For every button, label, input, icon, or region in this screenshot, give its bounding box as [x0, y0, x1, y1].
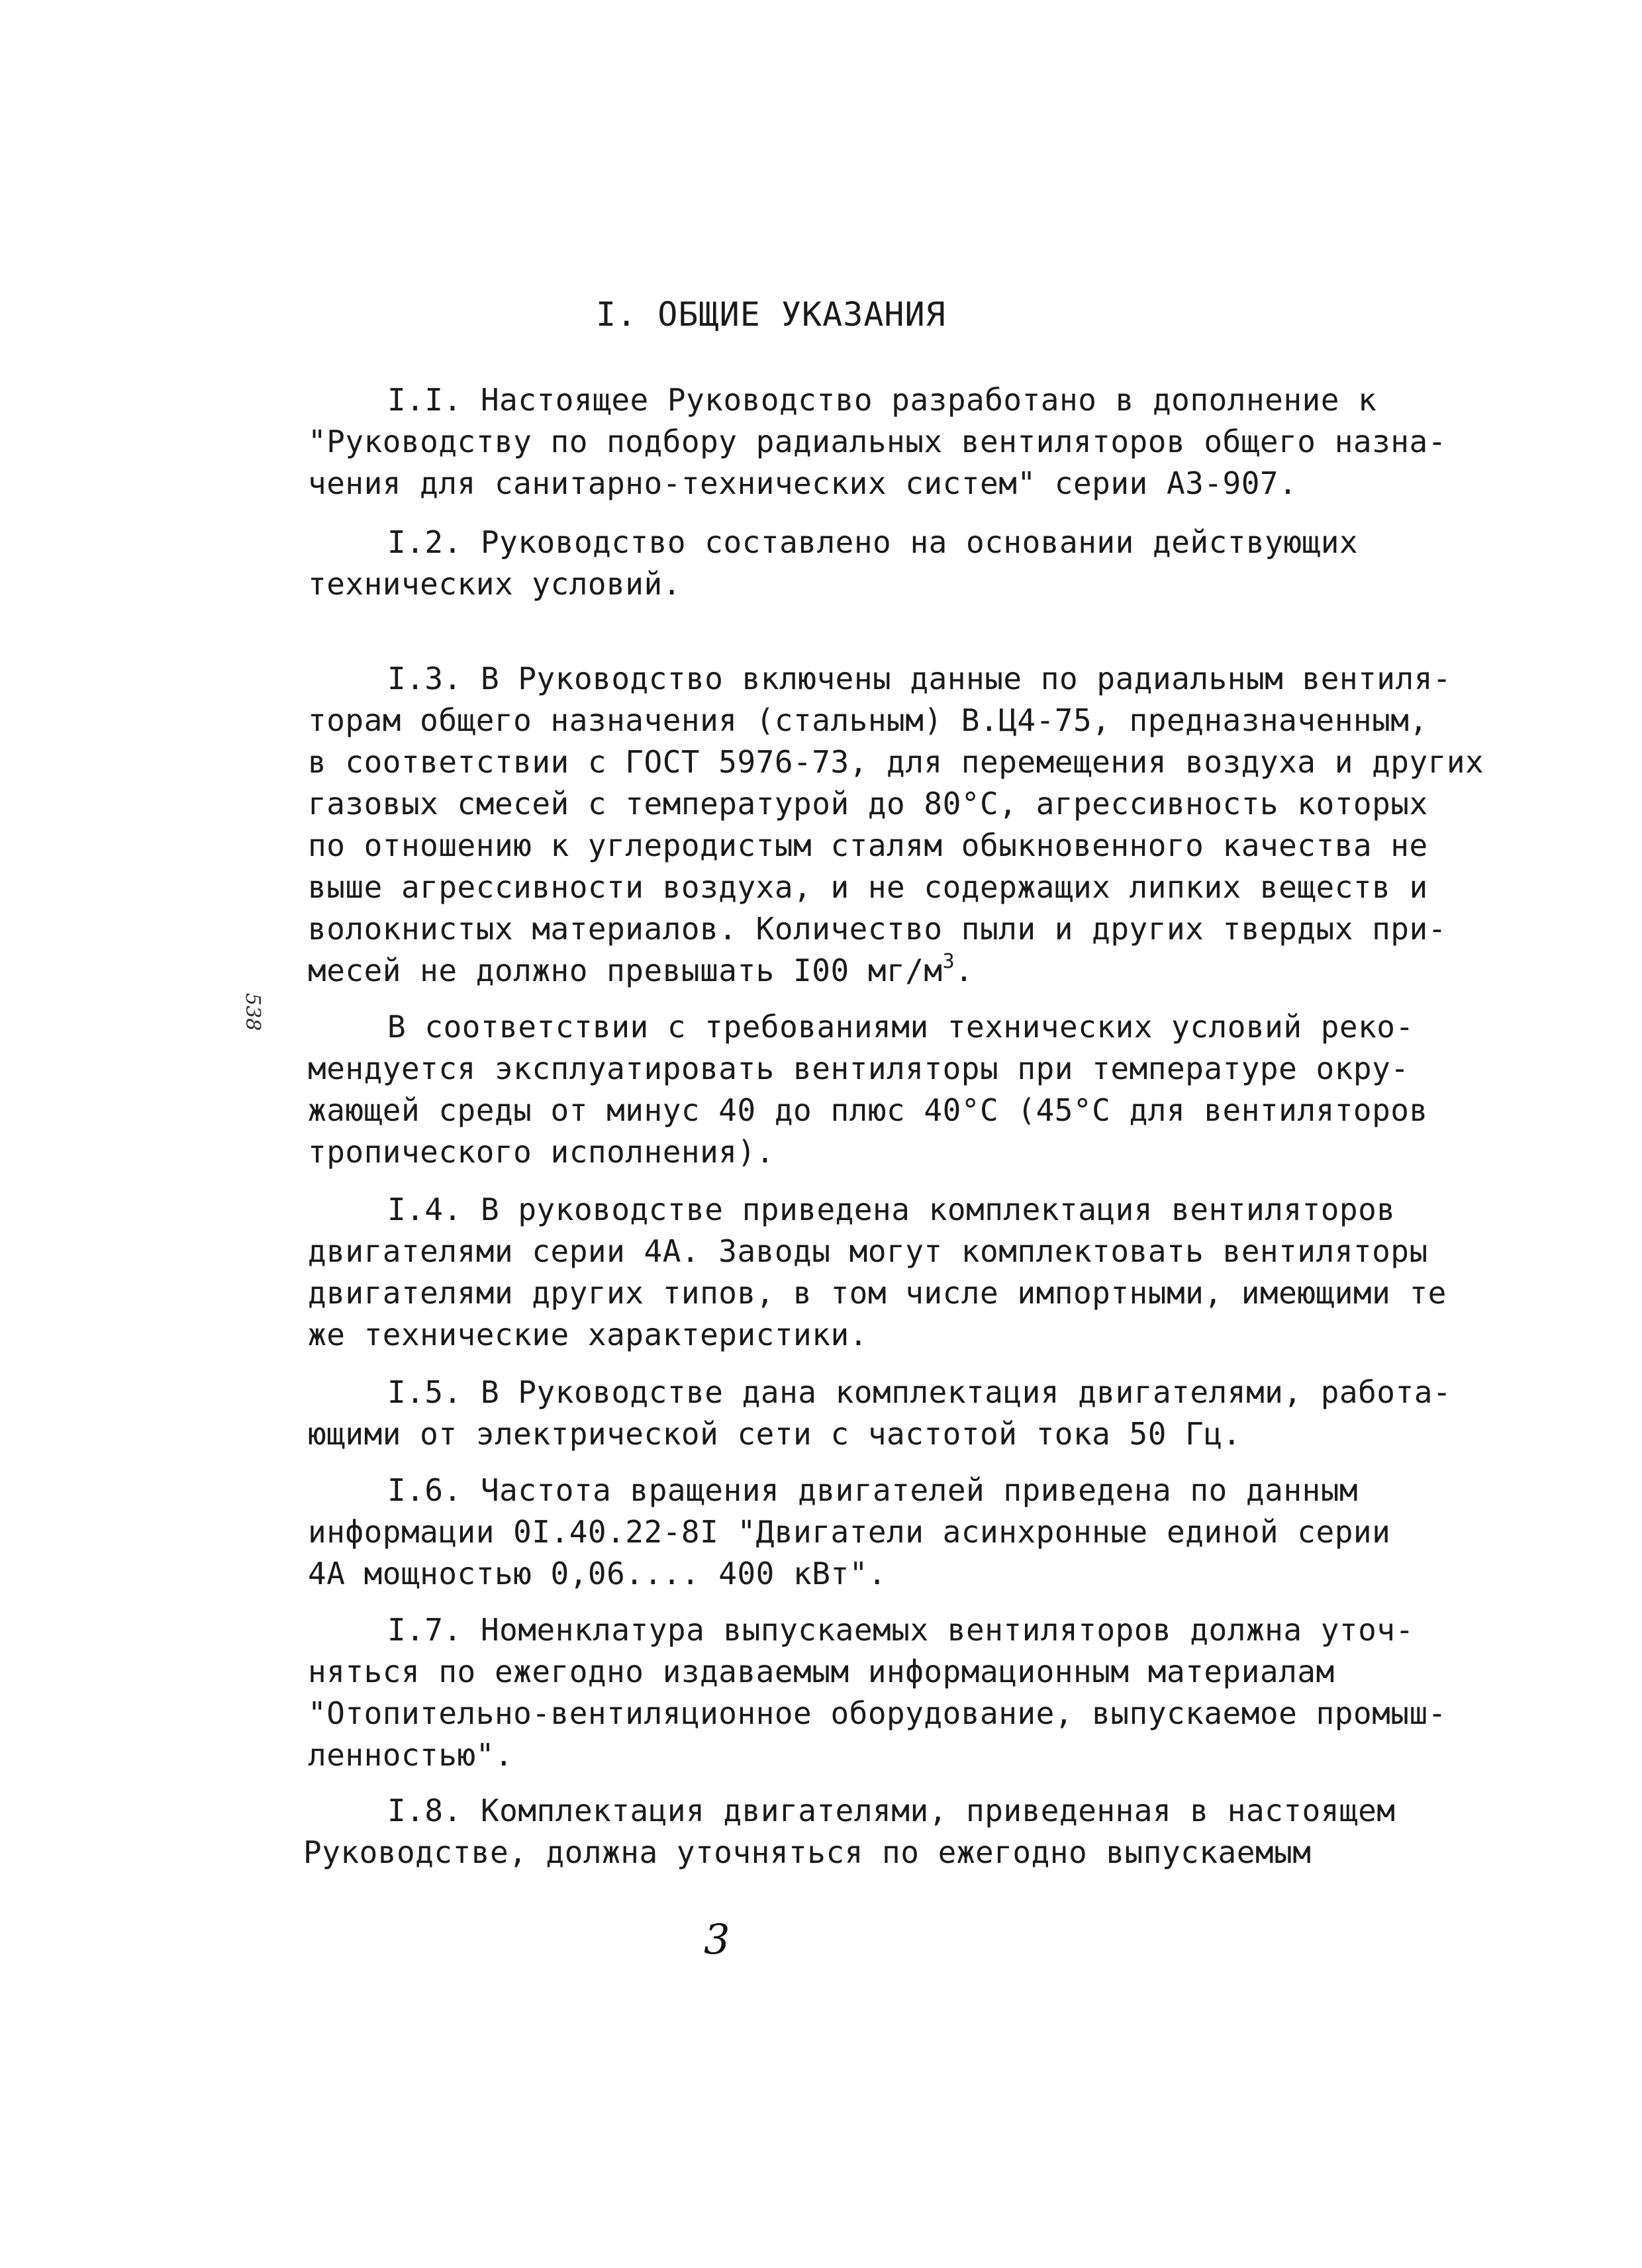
text-fragment: жающей среды от минус 40 до плюс 40	[308, 1092, 961, 1128]
text-line-with-superscript	[308, 784, 1428, 823]
text-line: по отношению к углеродистым сталям обыкновенного качества не	[308, 827, 1428, 863]
text-line: технических условий.	[308, 566, 681, 602]
text-line: I.I. Настоящее Руководство разработано в дополнение к	[387, 382, 1377, 418]
section-heading: I. ОБЩИЕ УКАЗАНИЯ	[596, 295, 946, 334]
text-line: двигателями других типов, в том числе импортными, имеющими те	[308, 1275, 1447, 1311]
degree-fragment: °С, агрессивность которых	[961, 786, 1428, 822]
margin-note: 538	[241, 993, 264, 1031]
text-line: 4А мощностью 0,06.... 400 кВт".	[308, 1556, 887, 1591]
text-line-with-superscript	[308, 1091, 1428, 1129]
text-fragment: газовых смесей с температурой до 80	[308, 786, 961, 822]
page-number: 3	[704, 1915, 730, 1963]
text-line: ющими от электрической сети с частотой тока 50 Гц.	[308, 1416, 1241, 1452]
text-line: в соответствии с ГОСТ 5976-73, для перемещения воздуха и других	[308, 744, 1484, 780]
text-line: I.7. Номенклатура выпускаемых вентиляторов должна уточ-	[387, 1612, 1414, 1648]
superscript: 3	[942, 949, 955, 973]
text-line: торам общего назначения (стальным) В.Ц4-75, предназначенным,	[308, 702, 1428, 738]
text-line: информации 0I.40.22-8I "Двигатели асинхронные единой серии	[308, 1514, 1391, 1550]
text-line: "Отопительно-вентиляционное оборудование, выпускаемое промыш-	[308, 1695, 1447, 1731]
text-line: I.3. В Руководство включены данные по радиальным вентиля-	[387, 661, 1452, 696]
text-line: двигателями серии 4А. Заводы могут комплектовать вентиляторы	[308, 1233, 1428, 1269]
text-line: I.5. В Руководстве дана комплектация двигателями, работа-	[387, 1374, 1452, 1410]
degree-fragment: °С для вентиляторов	[1073, 1092, 1428, 1128]
text-line: "Руководству по подбору радиальных вентиляторов общего назна-	[308, 424, 1447, 459]
degree-fragment: °С (45	[961, 1092, 1073, 1128]
text-fragment: месей не должно превышать I00 мг/м	[308, 953, 943, 988]
text-line: I.4. В руководстве приведена комплектация вентиляторов	[387, 1192, 1396, 1227]
text-line-with-superscript	[308, 951, 973, 990]
text-line: ленностью".	[308, 1737, 514, 1773]
text-line: мендуется эксплуатировать вентиляторы при температуре окру-	[308, 1051, 1410, 1086]
text-line: I.8. Комплектация двигателями, приведенная в настоящем	[387, 1793, 1396, 1828]
text-line: выше агрессивности воздуха, и не содержащих липких веществ и	[308, 869, 1428, 905]
text-line: же технические характеристики.	[308, 1317, 868, 1352]
text-line: В соответствии с требованиями технических условий реко-	[387, 1009, 1414, 1045]
text-line: I.6. Частота вращения двигателей приведена по данным	[387, 1472, 1359, 1508]
text-line: I.2. Руководство составлено на основании действующих	[387, 524, 1359, 560]
text-line: волокнистых материалов. Количество пыли и других твердых при-	[308, 911, 1447, 947]
text-line: тропического исполнения).	[308, 1134, 775, 1170]
text-line: Руководстве, должна уточняться по ежегодно выпускаемым	[303, 1834, 1312, 1870]
text-line: няться по ежегодно издаваемым информационным материалам	[308, 1654, 1335, 1689]
text-line: чения для санитарно-технических систем" серии А3-907.	[308, 465, 1298, 501]
text-fragment: .	[955, 953, 974, 988]
